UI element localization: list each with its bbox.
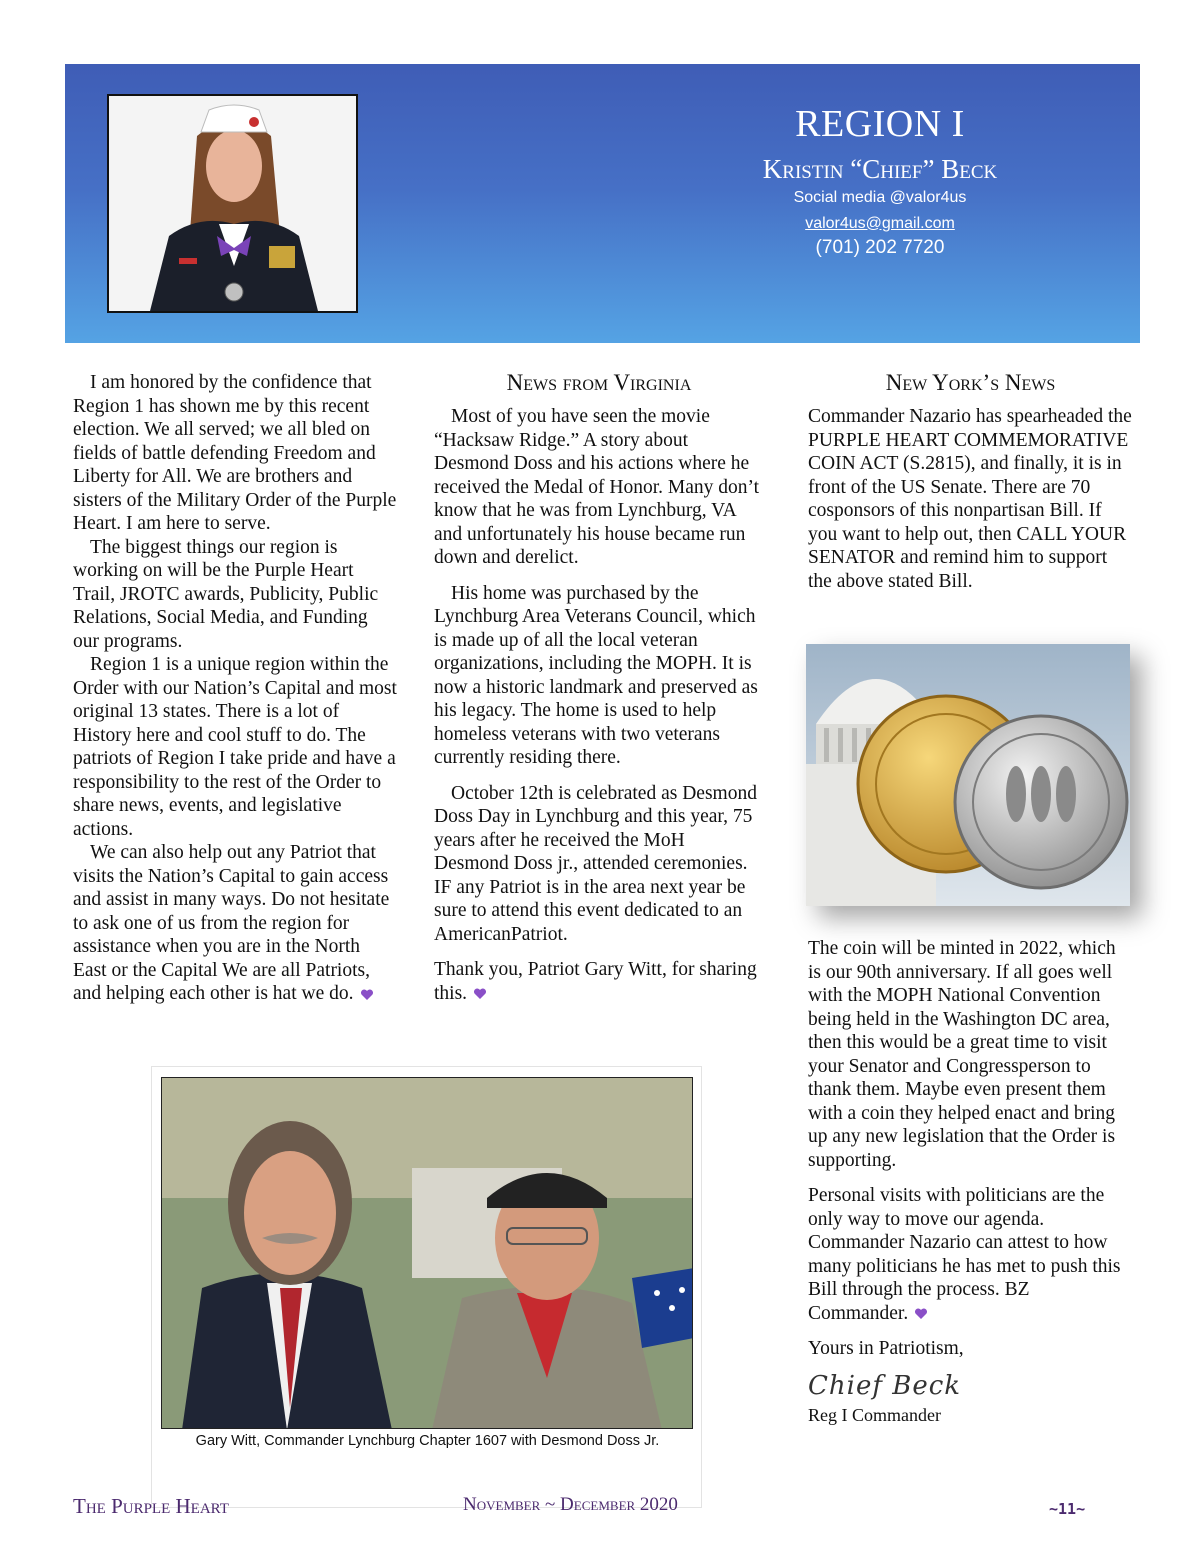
paragraph: The coin will be minted in 2022, which is our 90th anniversary. If all goes well with the MOPH National Convention being held in the Washington DC area, then this would be a great time to visit your Senator and Congressperson to thank them. Maybe even present them with a coin they helped enact and bring up any new legislation that the Order is supporting. [808,938,1116,1171]
heart-icon [473,987,487,1001]
signer-title: Reg I Commander [808,1405,941,1425]
phone-number: (701) 202 7720 [815,236,945,258]
coin-image [806,644,1130,906]
closing: Yours in Patriotism, [808,1338,964,1359]
paragraph-text: We can also help out any Patriot that visits the Nation’s Capital to gain access and assist in many ways. Do not hesitate to ask one of us from the region for assistance when you are in the North East or the Capital We are all Patriots, and helping each other is hat we do. [73,842,390,1004]
paragraph-text: Personal visits with politicians are the only way to move our agenda. Commander Nazario can attest to how many politicians he has met to push this Bill through the process. BZ Commander. [808,1185,1121,1324]
paragraph [73,841,398,1006]
column-virginia [434,371,764,1005]
signature: Chief Beck [808,1370,962,1401]
section-heading: News from Virginia [506,370,692,395]
paragraph: October 12th is celebrated as Desmond Doss Day in Lynchburg and this year, 75 years after he received the MoH Desmond Doss jr., attended ceremonies. IF any Patriot is in the area next year be sure to attend this event dedicated to an AmericanPatriot. [434,782,757,945]
paragraph: Commander Nazario has spearheaded the PURPLE HEART COMMEMORATIVE COIN ACT (S.2815), and finally, it is in front of the US Senate. There are 70 cosponsors of this nonpartisan Bill. If you want to help out, then CALL YOUR SENATOR and remind him to support the above stated Bill. [808,406,1132,592]
photo-caption: Gary Witt, Commander Lynchburg Chapter 1607 with Desmond Doss Jr. [195,1433,660,1449]
photo-illustration [162,1078,693,1429]
paragraph: His home was purchased by the Lynchburg Area Veterans Council, which is made up of all the local veteran organizations, including the MOPH. It is now a historic landmark and preserved as his legacy. The home is used to help homeless veterans with two veterans currently residing there. [434,582,758,768]
paragraph-text: Thank you, Patriot Gary Witt, for sharing this. [434,959,757,1004]
coin-illustration [806,644,1130,906]
footer-publication: The Purple Heart [73,1494,229,1518]
author-name: Kristin “Chief” Beck [762,153,998,184]
column-new-york [808,371,1133,593]
column-new-york-continued [808,937,1133,1428]
heart-icon [360,988,374,1002]
header-contact [695,102,1065,259]
email-link[interactable]: valor4us@gmail.com [805,214,955,232]
portrait-photo [107,94,358,313]
paragraph [434,958,764,1005]
region-title: REGION I [795,103,965,145]
portrait-illustration [109,96,358,313]
photo-frame [151,1066,702,1508]
section-heading: New York’s News [885,370,1056,395]
heart-icon [914,1307,928,1321]
footer-issue: November ~ December 2020 [463,1494,678,1515]
paragraph [808,1184,1133,1325]
paragraph: Region 1 is a unique region within the Order with our Nation’s Capital and most original 13 states. There is a lot of History here and cool stuff to do. The patriots of Region I take pride and have a responsibility to the rest of the Order to share news, events, and legislative actions. [73,654,397,840]
page-number: ~11~ [1049,1500,1086,1518]
paragraph: The biggest things our region is working on will be the Purple Heart Trail, JROTC awards, Publicity, Public Relations, Social Media, and Funding our programs. [73,536,379,652]
group-photo [161,1077,693,1429]
social-media: Social media @valor4us [793,188,967,206]
column-intro [73,371,398,1006]
header-banner [65,64,1140,343]
paragraph: I am honored by the confidence that Region 1 has shown me by this recent election. We all served; we all bled on fields of battle defending Freedom and Liberty for All. We are brothers and sisters of the Military Order of the Purple Heart. I am here to serve. [73,372,397,534]
paragraph: Most of you have seen the movie “Hacksaw Ridge.” A story about Desmond Doss and his actions where he received the Medal of Honor. Many don’t know that he was from Lynchburg, VA and unfortunately his house became run down and derelict. [434,406,760,568]
